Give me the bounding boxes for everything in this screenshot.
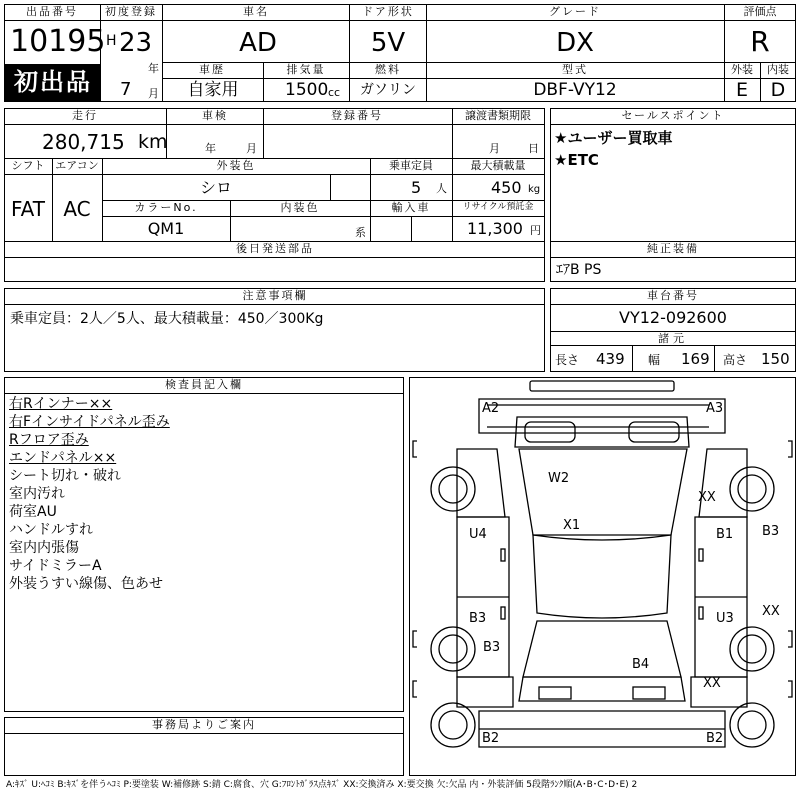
damage-mark: B1 [716, 527, 734, 542]
inspector-comment: 右Rインナー×× [9, 396, 113, 412]
interior-color-label: 内装色 [280, 201, 320, 214]
year-unit: 年 [148, 62, 159, 75]
damage-mark: A2 [482, 401, 500, 416]
damage-mark: B2 [482, 731, 500, 746]
score: R [750, 25, 770, 58]
sales-points-label: セールスポイント [621, 109, 725, 122]
height-label: 高さ [723, 353, 748, 367]
first-listing-badge: 初出品 [5, 64, 100, 101]
displacement-unit: cc [328, 86, 341, 99]
inspector-comment: Rフロア歪み [9, 432, 89, 448]
inspection-year-unit: 年 [205, 142, 216, 155]
displacement: 1500 [285, 80, 329, 100]
grade: DX [556, 28, 594, 58]
displacement-label: 排気量 [286, 63, 326, 76]
inspector-label: 検査員記入欄 [165, 378, 243, 391]
damage-mark: B3 [469, 611, 487, 626]
capacity: 5 [411, 178, 422, 197]
interior-color-unit: 系 [355, 226, 366, 239]
grade-label: グレード [549, 5, 601, 18]
inspection-month-unit: 月 [246, 142, 257, 155]
recycle-fee-label: リサイクル預託金 [462, 202, 534, 212]
damage-mark: X1 [563, 518, 581, 533]
plate-label: 登録番号 [331, 109, 383, 122]
length-label: 長さ [555, 353, 580, 367]
damage-mark: XX [698, 490, 716, 505]
car-name-label: 車名 [243, 5, 269, 18]
damage-mark: B3 [762, 524, 780, 539]
inspector-comment: 右Fインサイドパネル歪み [9, 414, 170, 430]
max-load: 450 [491, 178, 522, 197]
month-unit: 月 [148, 87, 159, 100]
sales-point-item: ★ユーザー買取車 [554, 129, 673, 147]
damage-mark: U3 [716, 611, 734, 626]
damage-mark: B2 [706, 731, 724, 746]
era-letter: H [106, 33, 117, 49]
notes-label: 注意事項欄 [242, 289, 308, 302]
history: 自家用 [187, 80, 239, 100]
shift-label: シフト [11, 159, 45, 172]
capacity-label: 乗車定員 [389, 159, 433, 172]
car-name: AD [239, 28, 277, 58]
damage-mark: U4 [469, 527, 487, 542]
sales-point-item: ★ETC [554, 151, 599, 169]
damage-mark: W2 [548, 471, 570, 486]
damage-mark: B3 [483, 640, 501, 655]
inspector-comment: ハンドルすれ [9, 522, 93, 538]
color-label: 外装色 [216, 159, 256, 172]
later-parts-label: 後日発送部品 [236, 242, 314, 255]
first-registration-label: 初度登録 [105, 5, 157, 18]
chassis-number: VY12-092600 [619, 308, 727, 327]
door-type: 5V [370, 28, 406, 58]
length: 439 [596, 350, 625, 368]
inspector-comment: エンドパネル×× [9, 450, 117, 466]
mileage-label: 走行 [72, 109, 98, 122]
car-diagram [409, 377, 796, 776]
first-registration-year: 23 [119, 28, 153, 58]
notes-text: 乗車定員：2人／5人、最大積載量：450／300Kg [10, 311, 324, 327]
equipment-value: ｴｱB PS [556, 262, 602, 278]
transfer-day-unit: 日 [528, 142, 539, 155]
inspector-comment: 荷室AU [9, 504, 57, 520]
model: DBF-VY12 [533, 80, 617, 100]
inspector-comment: サイドミラーA [9, 558, 102, 574]
fuel: ガソリン [360, 82, 416, 98]
max-load-label: 最大積載量 [470, 159, 526, 172]
max-load-unit: kg [528, 184, 541, 195]
inspector-comment: 外装うすい線傷、色あせ [9, 576, 163, 592]
exterior-grade: E [735, 79, 749, 101]
inspection-label: 車検 [202, 109, 228, 122]
lot-number: 10195 [10, 24, 106, 59]
color: シロ [199, 178, 233, 197]
shift: FAT [10, 197, 46, 221]
first-registration-month: 7 [120, 79, 132, 100]
specs-label: 諸元 [658, 332, 688, 345]
exterior-grade-label: 外装 [731, 63, 753, 76]
equipment-label: 純正装備 [647, 242, 699, 255]
score-label: 評価点 [743, 5, 777, 18]
lot-number-label: 出品番号 [26, 5, 78, 18]
width: 169 [681, 350, 710, 368]
chassis-number-label: 車台番号 [647, 289, 699, 302]
ac: AC [63, 197, 91, 221]
history-label: 車歴 [199, 63, 225, 76]
office-label: 事務局よりご案内 [152, 718, 256, 731]
width-label: 幅 [648, 353, 661, 367]
interior-grade: D [770, 79, 786, 101]
inspector-comment: シート切れ・破れ [9, 468, 121, 484]
import-label: 輸入車 [391, 201, 431, 214]
inspector-comments [9, 395, 170, 593]
fuel-label: 燃料 [375, 63, 401, 76]
ac-label: エアコン [55, 159, 99, 172]
transfer-deadline-label: 譲渡書類期限 [465, 109, 531, 122]
damage-mark: XX [703, 676, 721, 691]
model-label: 型式 [562, 63, 588, 76]
transfer-month-unit: 月 [489, 142, 500, 155]
mileage: 280,715 [42, 130, 125, 154]
color-number-label: カラーNo. [134, 201, 198, 214]
mileage-unit: km [138, 131, 168, 153]
damage-mark: XX [762, 604, 780, 619]
damage-mark: B4 [632, 657, 650, 672]
interior-grade-label: 内装 [767, 63, 789, 76]
recycle-fee-unit: 円 [530, 224, 541, 237]
damage-legend: A:ｷｽﾞ U:ﾍｺﾐ B:ｷｽﾞを伴うﾍｺﾐ P:要塗装 W:補修跡 S:錆 C:腐食、穴 G:ﾌﾛﾝﾄｶﾞﾗｽ点ｷｽﾞ XX:交換済み X:要交換 欠:欠品 内・外装評価 5段階ﾗﾝｸ順(A･B･C･D･E) 2 [6, 780, 638, 790]
damage-mark: A3 [706, 401, 724, 416]
recycle-fee: 11,300 [467, 219, 523, 238]
inspector-comment: 室内汚れ [9, 486, 65, 502]
height: 150 [761, 350, 790, 368]
door-type-label: ドア形状 [362, 5, 414, 18]
capacity-unit: 人 [436, 182, 447, 195]
color-number: QM1 [147, 219, 185, 238]
inspector-comment: 室内内張傷 [9, 540, 79, 556]
